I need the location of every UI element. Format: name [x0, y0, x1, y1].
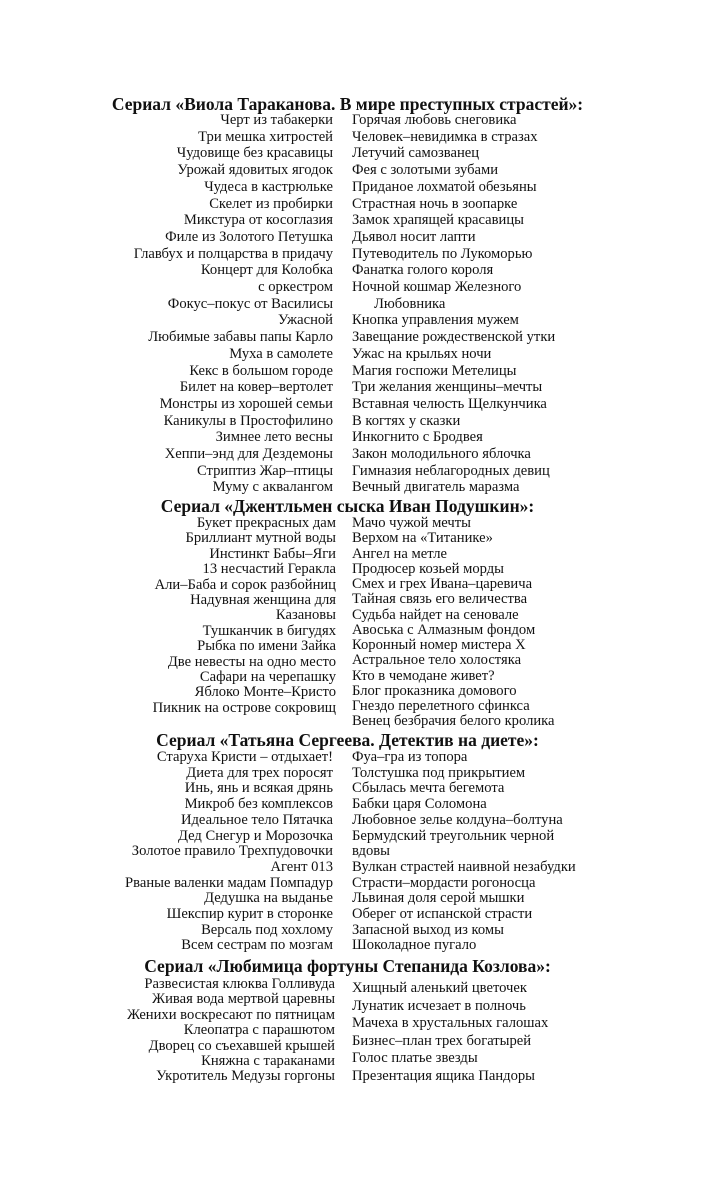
- book-title: Кекс в большом городе: [189, 362, 333, 379]
- book-title: Надувная женщина для: [190, 592, 336, 609]
- series-heading: Сериал «Виола Тараканова. В мире преступных страстей»:: [111, 94, 584, 114]
- book-title: Бермудский треугольник черной: [352, 827, 555, 844]
- book-title: Блог проказника домового: [352, 682, 517, 699]
- book-title: Бизнес–план трех богатырей: [352, 1032, 532, 1049]
- book-title: Толстушка под прикрытием: [352, 764, 526, 781]
- book-title: Венец безбрачия белого кролика: [352, 713, 555, 730]
- book-title: Хеппи–энд для Дездемоны: [164, 446, 333, 463]
- titles-left-column: [153, 516, 336, 716]
- book-title: Три мешка хитростей: [198, 128, 333, 145]
- book-title: Тушканчик в бигудях: [202, 622, 336, 639]
- book-title: Летучий самозванец: [352, 145, 480, 162]
- book-title: Страсти–мордасти рогоносца: [352, 874, 536, 891]
- book-title: Ангел на метле: [352, 545, 447, 562]
- book-title: Дедушка на выданье: [204, 890, 333, 907]
- book-title: Микроб без комплексов: [184, 796, 333, 813]
- book-title: Золотое правило Трехпудовочки: [131, 843, 333, 860]
- book-title: Клеопатра с парашютом: [183, 1022, 335, 1039]
- book-title: Продюсер козьей морды: [352, 560, 504, 577]
- titles-left-column: [125, 750, 333, 954]
- book-title: Закон молодильного яблочка: [352, 446, 531, 463]
- book-title: Бабки царя Соломона: [352, 796, 487, 813]
- book-title: Каникулы в Простофилино: [163, 412, 333, 429]
- book-title: Верхом на «Титанике»: [352, 530, 493, 547]
- book-title: Скелет из пробирки: [209, 195, 333, 212]
- book-title: Концерт для Колобка: [200, 262, 333, 279]
- book-title: Приданое лохматой обезьяны: [352, 178, 537, 195]
- book-title: Фанатка голого короля: [352, 262, 494, 279]
- series-heading: Сериал «Татьяна Сергеева. Детектив на диете»:: [156, 730, 539, 750]
- book-title: Всем сестрам по мозгам: [181, 937, 333, 954]
- book-title: Авоська с Алмазным фондом: [352, 621, 536, 638]
- book-title: Презентация ящика Пандоры: [352, 1067, 535, 1084]
- series-heading: Сериал «Джентльмен сыска Иван Подушкин»:: [160, 496, 535, 516]
- book-title: Хищный аленький цветочек: [352, 980, 527, 996]
- book-title: Мачеха в хрустальных галошах: [352, 1015, 549, 1031]
- book-title: 13 несчастий Геракла: [202, 561, 336, 578]
- book-title: Билет на ковер–вертолет: [179, 379, 333, 396]
- book-title: Голос платье звезды: [352, 1050, 478, 1066]
- titles-right-column: [352, 112, 555, 496]
- book-title: Фея с золотыми зубами: [352, 162, 499, 179]
- book-title: Али–Баба и сорок разбойниц: [154, 576, 336, 593]
- book-title: Коронный номер мистера Х: [352, 637, 526, 653]
- book-title: Сбылась мечта бегемота: [352, 780, 505, 797]
- book-title: Тайная связь его величества: [352, 591, 528, 608]
- book-title: Любовное зелье колдуна–болтуна: [352, 811, 563, 828]
- book-title: Инкогнито с Бродвея: [352, 429, 483, 446]
- book-title: Инстинкт Бабы–Яги: [209, 545, 336, 562]
- book-title: Любовника: [374, 295, 446, 312]
- book-title: Вставная челюсть Щелкунчика: [352, 395, 547, 412]
- book-title: Черт из табакерки: [220, 112, 333, 128]
- book-title: с оркестром: [258, 279, 333, 296]
- series-heading: Сериал «Любимица фортуны Степанида Козлова»:: [144, 956, 551, 976]
- book-title: Монстры из хорошей семьи: [159, 395, 333, 412]
- book-title: Старуха Кристи – отдыхает!: [156, 749, 333, 765]
- book-title: Муха в самолете: [229, 345, 333, 362]
- titles-right-column: [352, 750, 576, 954]
- book-title: Гнездо перелетного сфинкса: [352, 698, 530, 714]
- book-title: Две невесты на одно место: [167, 653, 336, 670]
- book-title: Княжна с тараканами: [201, 1053, 335, 1070]
- book-title: Гимназия неблагородных девиц: [352, 462, 550, 479]
- book-title: Агент 013: [270, 858, 333, 875]
- titles-left-column: [127, 977, 335, 1085]
- book-title: Зимнее лето весны: [215, 429, 333, 446]
- book-title: Укротитель Медузы горгоны: [156, 1068, 335, 1085]
- book-title: Астральное тело холостяка: [352, 652, 522, 669]
- book-title: Микстура от косоглазия: [183, 212, 333, 229]
- book-title: Женихи воскресают по пятницам: [126, 1006, 335, 1023]
- book-title: В когтях у сказки: [352, 412, 461, 429]
- book-title: Запасной выход из комы: [352, 921, 504, 938]
- book-title: Чудеса в кастрюльке: [204, 178, 333, 195]
- book-title: Главбух и полцарства в придачу: [133, 245, 333, 262]
- book-title: Путеводитель по Лукоморью: [352, 245, 533, 262]
- book-title: Три желания женщины–мечты: [352, 379, 543, 396]
- book-title: Версаль под хохлому: [201, 921, 333, 938]
- book-title: Магия госпожи Метелицы: [352, 362, 517, 379]
- book-title: Фуа–гра из топора: [352, 749, 468, 765]
- book-title: Живая вода мертвой царевны: [152, 991, 335, 1008]
- book-title: Дворец со съехавшей крышей: [148, 1037, 335, 1054]
- book-title: Дед Снегур и Морозочка: [178, 827, 333, 844]
- book-title: Урожай ядовитых ягодок: [177, 162, 333, 179]
- book-title: Кнопка управления мужем: [352, 312, 519, 329]
- book-title: Инь, янь и всякая дрянь: [184, 780, 333, 797]
- book-title: Смех и грех Ивана–царевича: [352, 576, 533, 592]
- titles-right-column: [352, 980, 548, 1085]
- book-title: Фокус–покус от Василисы: [167, 295, 333, 312]
- book-title: Муму с аквалангом: [212, 479, 333, 496]
- book-title: Судьба найдет на сеновале: [352, 606, 519, 623]
- book-title: Ужас на крыльях ночи: [352, 345, 492, 362]
- book-title: Развесистая клюква Голливуда: [144, 976, 335, 992]
- book-title: Вечный двигатель маразма: [352, 479, 520, 496]
- book-title: Рваные валенки мадам Помпадур: [125, 874, 333, 891]
- book-title: Ночной кошмар Железного: [352, 279, 522, 296]
- book-title: Оберег от испанской страсти: [352, 906, 533, 923]
- book-title: Диета для трех поросят: [186, 764, 333, 781]
- book-title: Шоколадное пугало: [352, 937, 477, 954]
- titles-left-column: [134, 112, 333, 496]
- book-title: Шекспир курит в сторонке: [166, 906, 333, 923]
- book-title: Рыбка по имени Зайка: [197, 638, 336, 655]
- book-title: Вулкан страстей наивной незабудки: [352, 858, 576, 875]
- book-title: Чудовище без красавицы: [176, 145, 333, 162]
- book-title: Замок храпящей красавицы: [352, 212, 524, 229]
- book-title: Лунатик исчезает в полночь: [352, 997, 526, 1014]
- book-title: Идеальное тело Пятачка: [180, 811, 333, 828]
- book-title: Кто в чемодане живет?: [352, 667, 495, 684]
- book-title: Филе из Золотого Петушка: [165, 228, 333, 245]
- titles-right-column: [352, 516, 555, 730]
- book-title: Страстная ночь в зоопарке: [352, 195, 518, 212]
- book-title: Сафари на черепашку: [199, 669, 336, 686]
- book-title: Казановы: [275, 607, 336, 624]
- book-title: Букет прекрасных дам: [196, 515, 336, 531]
- book-title: Бриллиант мутной воды: [185, 530, 336, 547]
- book-title: Яблоко Монте–Кристо: [194, 684, 336, 701]
- book-title: Горячая любовь снеговика: [352, 112, 517, 128]
- book-title: вдовы: [352, 843, 390, 860]
- book-title: Любимые забавы папы Карло: [148, 329, 333, 346]
- book-title: Пикник на острове сокровищ: [152, 699, 336, 716]
- book-title: Стриптиз Жар–птицы: [196, 462, 333, 479]
- book-title: Дьявол носит лапти: [352, 228, 476, 245]
- book-title: Человек–невидимка в стразах: [352, 128, 538, 145]
- book-title: Ужасной: [277, 312, 333, 329]
- book-title: Завещание рождественской утки: [352, 329, 556, 346]
- book-title: Мачо чужой мечты: [352, 515, 471, 531]
- book-title: Львиная доля серой мышки: [352, 890, 525, 907]
